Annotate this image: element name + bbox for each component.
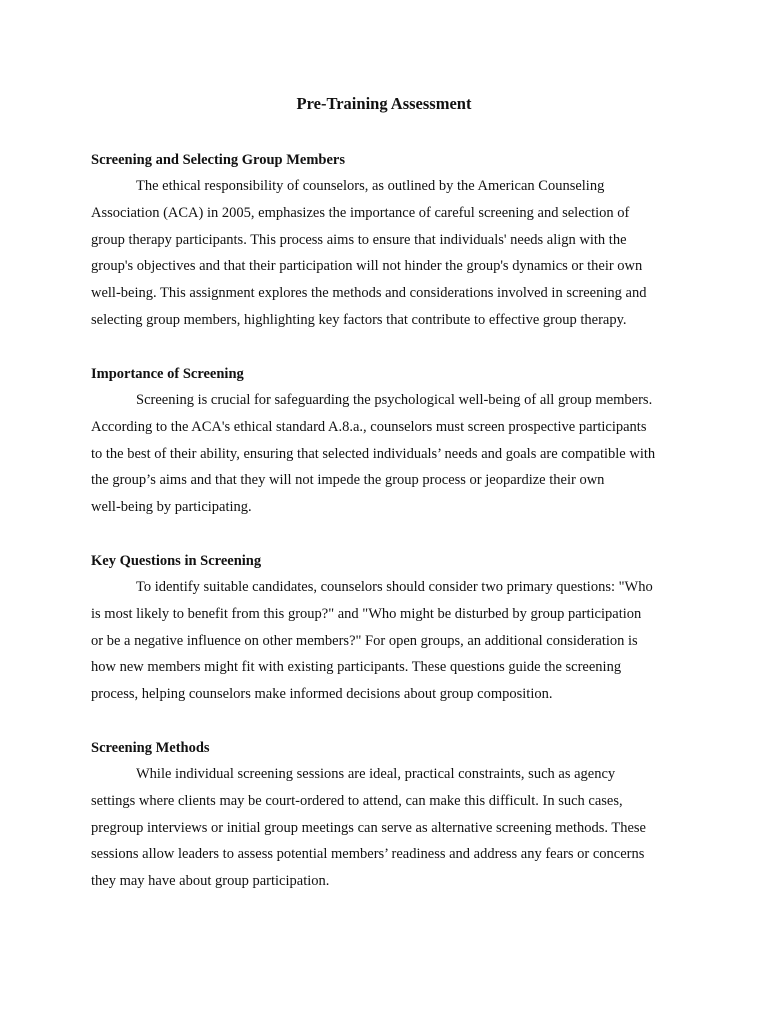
paragraph-line: well-being by participating. (91, 499, 252, 516)
paragraph-line: While individual screening sessions are ideal, practical constraints, such as agency (136, 766, 616, 782)
section-importance-of-screening (91, 361, 691, 521)
paragraph-line: settings where clients may be court-ordered to attend, can make this difficult. In such cases, (91, 792, 623, 809)
paragraph-line: pregroup interviews or initial group meetings can serve as alternative screening methods. These (91, 819, 646, 836)
section-screening-and-selecting (91, 147, 691, 334)
paragraph-line: According to the ACA's ethical standard A.8.a., counselors must screen prospective participants (91, 418, 647, 435)
paragraph-line: Association (ACA) in 2005, emphasizes the importance of careful screening and selection of (91, 204, 630, 221)
paragraph-line: To identify suitable candidates, counselors should consider two primary questions: "Who (136, 579, 653, 595)
paragraph (91, 761, 691, 895)
section-heading: Importance of Screening (91, 366, 244, 382)
paragraph-line: process, helping counselors make informed decisions about group composition. (91, 686, 553, 703)
paragraph-line: group's objectives and that their participation will not hinder the group's dynamics or their own (91, 258, 643, 275)
paragraph-line: sessions allow leaders to assess potential members’ readiness and address any fears or concerns (91, 846, 645, 863)
paragraph-line: to the best of their ability, ensuring that selected individuals’ needs and goals are compatible with (91, 445, 656, 462)
paragraph-line: selecting group members, highlighting key factors that contribute to effective group therapy. (91, 311, 627, 328)
section-heading: Screening Methods (91, 740, 210, 756)
paragraph-line: group therapy participants. This process aims to ensure that individuals' needs align with the (91, 231, 627, 248)
paragraph-line: Screening is crucial for safeguarding the psychological well-being of all group members. (136, 392, 653, 408)
document-title: Pre-Training Assessment (296, 94, 472, 113)
paragraph (91, 574, 691, 708)
paragraph-line: well-being. This assignment explores the methods and considerations involved in screening and (91, 285, 647, 302)
section-heading: Key Questions in Screening (91, 553, 262, 569)
paragraph-line: the group’s aims and that they will not impede the group process or jeopardize their own (91, 472, 605, 489)
section-screening-methods (91, 735, 691, 895)
section-heading: Screening and Selecting Group Members (91, 152, 346, 168)
paragraph-line: how new members might fit with existing participants. These questions guide the screening (91, 659, 622, 676)
paragraph-line: is most likely to benefit from this group?" and "Who might be disturbed by group participation (91, 605, 642, 622)
paragraph-line: The ethical responsibility of counselors, as outlined by the American Counseling (136, 178, 605, 194)
paragraph (91, 387, 691, 521)
paragraph-line: they may have about group participation. (91, 873, 330, 890)
paragraph (91, 173, 691, 334)
section-key-questions (91, 548, 691, 708)
paragraph-line: or be a negative influence on other members?" For open groups, an additional consideration is (91, 632, 638, 649)
